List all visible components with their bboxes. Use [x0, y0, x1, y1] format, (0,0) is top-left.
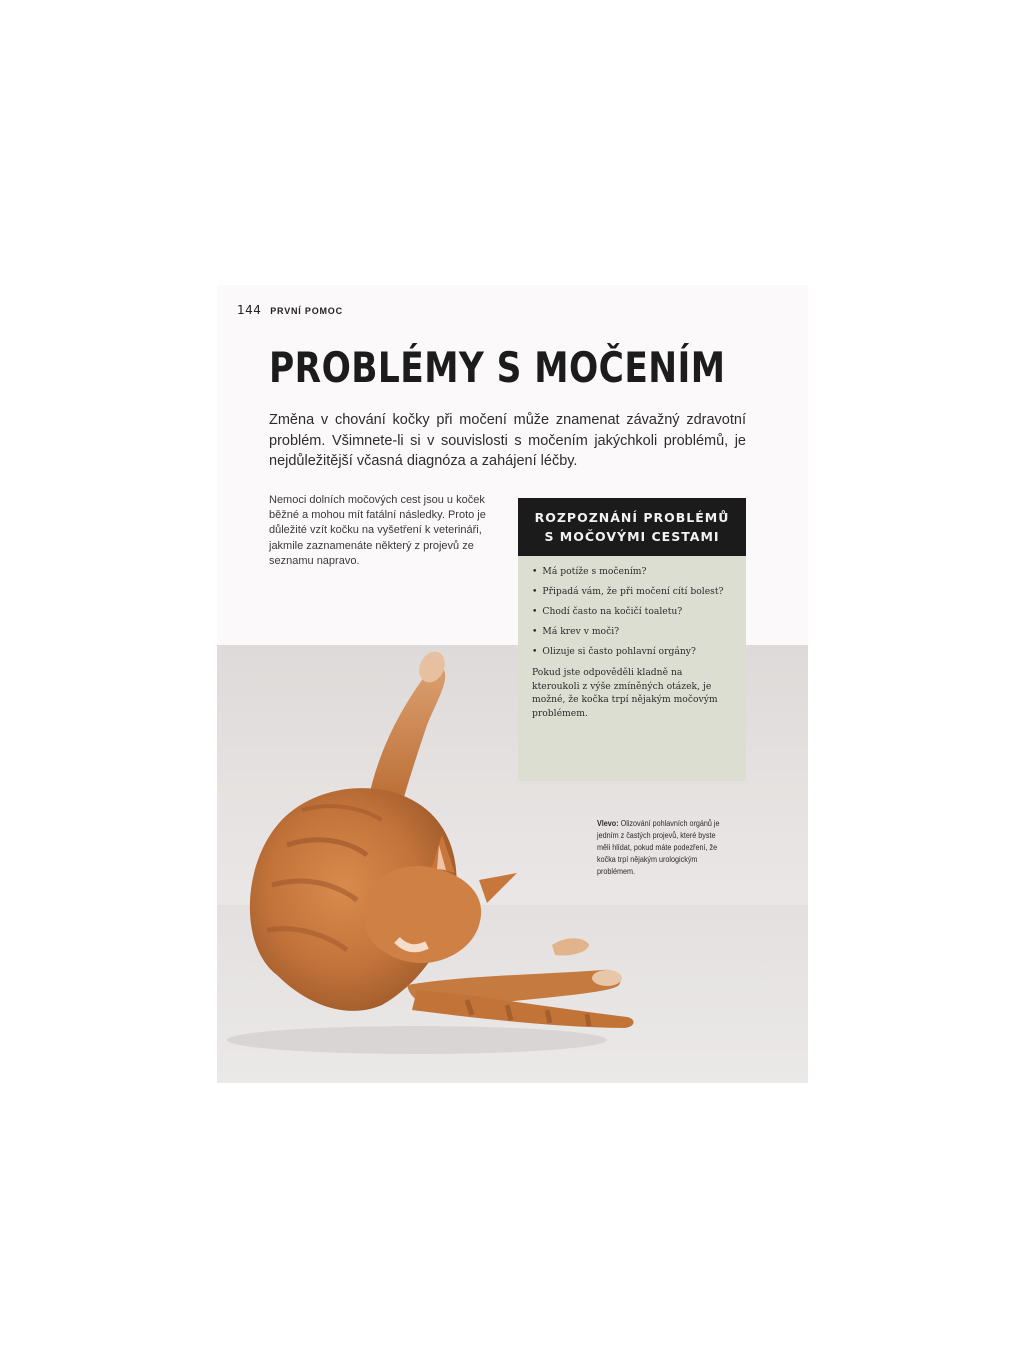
list-item: • Připadá vám, že při močení cítí bolest?	[532, 586, 724, 597]
list-item: • Olizuje si často pohlavní orgány?	[532, 646, 696, 657]
running-head	[237, 303, 343, 317]
section-name: PRVNÍ POMOC	[270, 306, 343, 316]
body-paragraph: Nemoci dolních močových cest jsou u koček běžné a mohou mít fatální následky. Proto je důležité vzít kočku na vyšetření k veterináři, jakmile zaznamenáte některý z projevů ze seznamu napravo.	[269, 494, 486, 567]
list-item: • Má potíže s močením?	[532, 566, 647, 577]
caption-lead: Vlevo:	[597, 819, 619, 828]
bullet-icon: •	[532, 586, 538, 597]
sidebar-box-header	[518, 498, 746, 556]
sidebar-box-title-line-1: ROZPOZNÁNÍ PROBLÉMŮ	[534, 510, 730, 525]
page-number: 144	[237, 303, 262, 317]
book-page	[217, 285, 808, 1083]
symptom-list	[532, 566, 736, 658]
bullet-icon: •	[532, 606, 538, 617]
bullet-icon: •	[532, 626, 538, 637]
sidebar-box-conclusion: Pokud jste odpověděli kladně na kteroukoli z výše zmíněných otázek, je možné, že kočka trpí nějakým močovým problémem.	[532, 667, 718, 719]
photo-caption	[597, 818, 730, 878]
list-item: • Chodí často na kočičí toaletu?	[532, 606, 683, 617]
bullet-icon: •	[532, 566, 538, 577]
caption-text: Olizování pohlavních orgánů je jedním z častých projevů, které byste měli hlídat, pokud máte podezření, že kočka trpí nějakým urologickým problémem.	[597, 819, 720, 876]
sidebar-box-title-line-2: S MOČOVÝMI CESTAMI	[544, 529, 720, 544]
bullet-icon: •	[532, 646, 538, 657]
sidebar-box-body	[518, 556, 746, 781]
list-item: • Má krev v moči?	[532, 626, 620, 637]
page-title: PROBLÉMY S MOČENÍM	[269, 343, 726, 392]
lead-paragraph: Změna v chování kočky při močení může znamenat závažný zdravotní problém. Všimnete-li si v souvislosti s močením jakýchkoli problémů, je nejdůležitější včasná diagnóza a zahájení léčby.	[269, 412, 746, 469]
